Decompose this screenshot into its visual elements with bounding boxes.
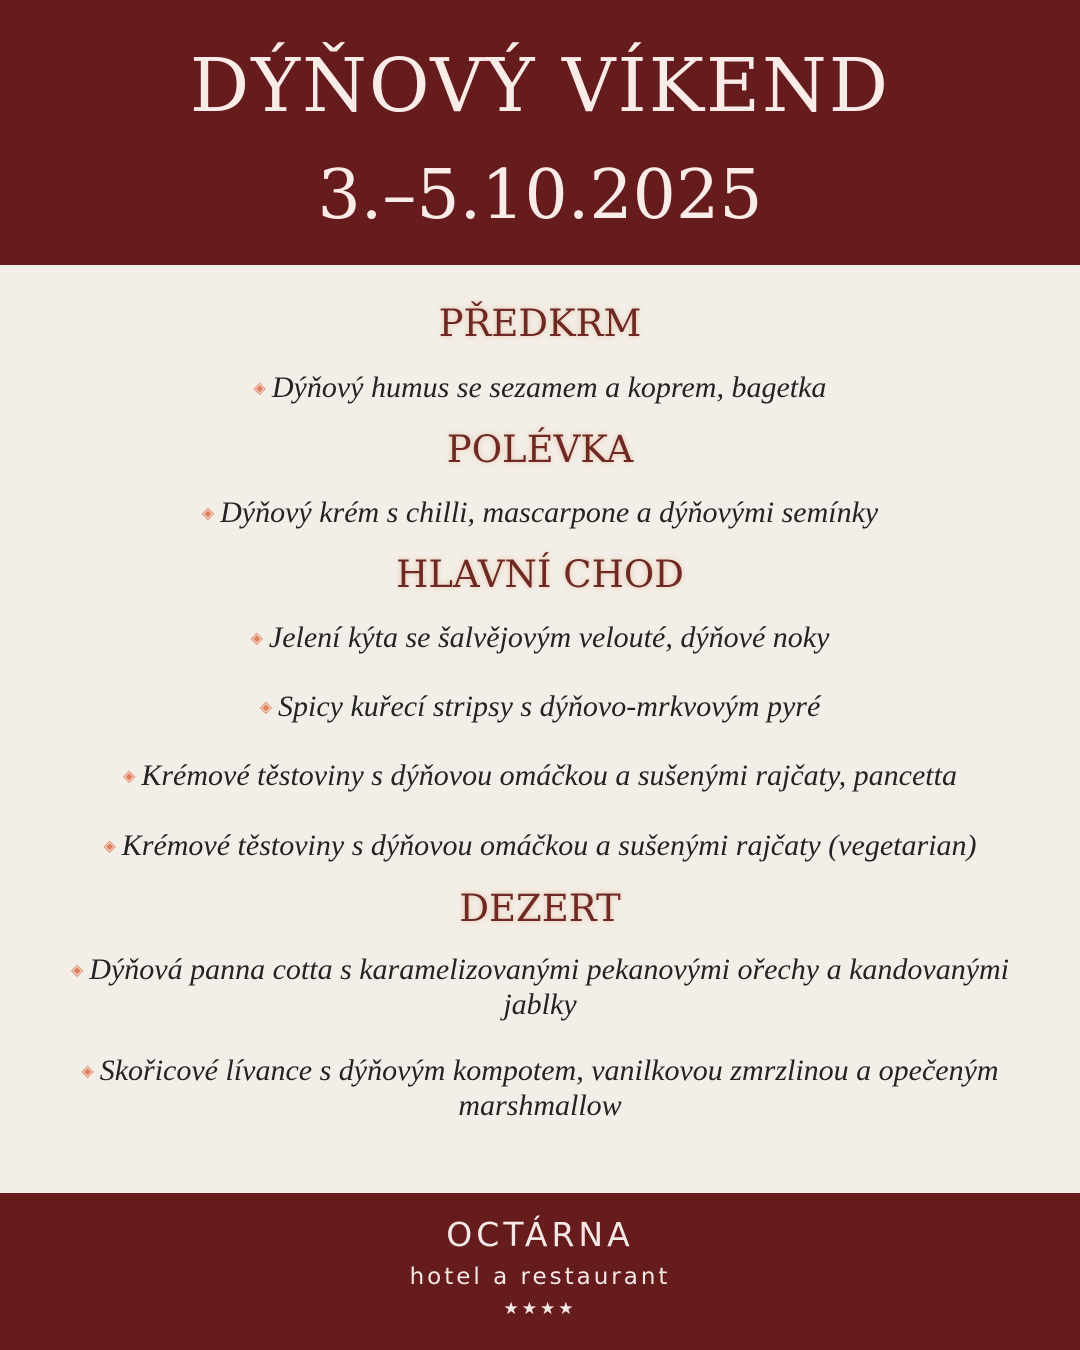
brand-logo-text: OCTÁRNA <box>446 1215 634 1254</box>
bullet-icon: ◈ <box>253 380 266 397</box>
page-title: DÝŇOVÝ VÍKEND <box>189 43 891 129</box>
event-dates: 3.–5.10.2025 <box>317 156 763 235</box>
bullet-icon: ◈ <box>123 768 136 785</box>
star-rating: ★★★★ <box>503 1299 577 1319</box>
menu-item-text: Dýňová panna cotta s karamelizovanými pekanovými ořechy a kandovanými jablky <box>89 953 1010 1021</box>
menu-item <box>0 759 1080 794</box>
menu-item-text: Krémové těstoviny s dýňovou omáčkou a sušenými rajčaty (vegetarian) <box>121 829 977 862</box>
section-title-predkrm: PŘEDKRM <box>438 302 642 345</box>
bullet-icon: ◈ <box>81 1063 94 1080</box>
menu-item-text: Jelení kýta se šalvějovým velouté, dýňové noky <box>268 621 830 654</box>
bullet-icon: ◈ <box>259 699 272 716</box>
bullet-icon: ◈ <box>103 838 116 855</box>
bullet-icon: ◈ <box>250 630 263 647</box>
menu-item <box>0 621 1080 656</box>
menu-item <box>0 829 1080 864</box>
brand-subtitle: hotel a restaurant <box>409 1264 671 1290</box>
footer-banner <box>0 1193 1080 1350</box>
header-banner <box>0 0 1080 265</box>
menu-item <box>0 690 1080 725</box>
menu-body <box>0 265 1080 1193</box>
menu-item <box>0 496 1080 531</box>
section-title-polevka: POLÉVKA <box>446 428 634 471</box>
menu-item-text: Spicy kuřecí stripsy s dýňovo-mrkvovým pyré <box>278 690 821 723</box>
bullet-icon: ◈ <box>70 962 84 979</box>
section-title-dezert: DEZERT <box>459 887 621 930</box>
menu-item <box>60 953 1020 1022</box>
menu-item-text: Dýňový humus se sezamem a koprem, bagetka <box>271 371 827 404</box>
menu-item <box>60 1054 1020 1123</box>
menu-item-text: Dýňový krém s chilli, mascarpone a dýňovými semínky <box>220 496 879 529</box>
menu-item <box>0 371 1080 406</box>
menu-item-text: Skořicové lívance s dýňovým kompotem, vanilkovou zmrzlinou a opečeným marshmallow <box>99 1054 999 1122</box>
bullet-icon: ◈ <box>201 505 215 522</box>
section-title-hlavni-chod: HLAVNÍ CHOD <box>396 553 684 596</box>
menu-item-text: Krémové těstoviny s dýňovou omáčkou a sušenými rajčaty, pancetta <box>141 759 957 792</box>
